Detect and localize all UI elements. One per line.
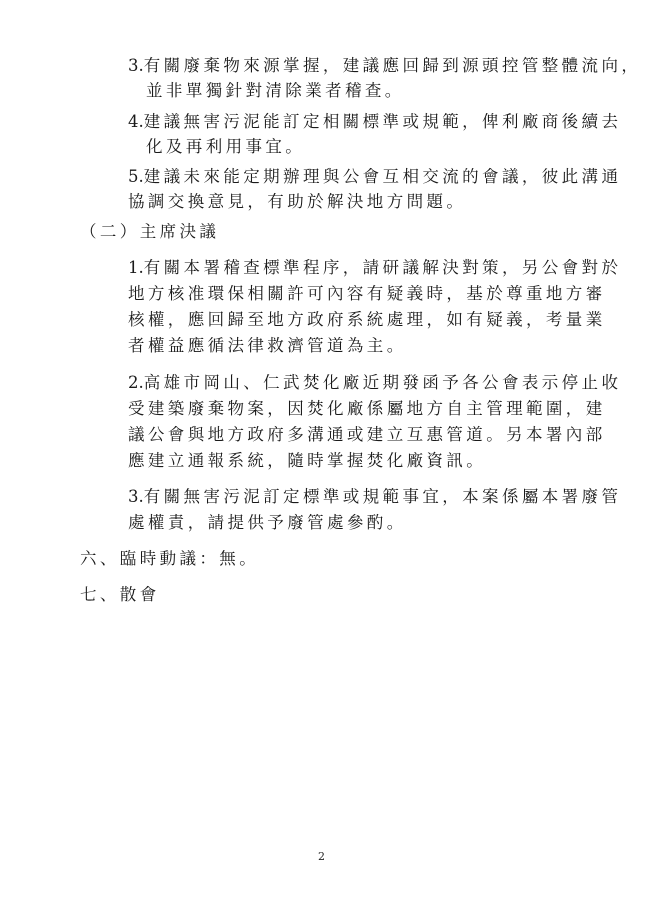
list-item-number: 3. xyxy=(128,56,144,75)
list-item-number: 4. xyxy=(128,112,144,131)
list-item-number: 3. xyxy=(128,487,144,506)
decision-item-2 xyxy=(128,369,621,393)
list-item-text: 化及再利用事宜。 xyxy=(146,137,306,156)
page-number: 2 xyxy=(318,850,325,863)
list-item-text: 有關無害污泥訂定標準或規範事宜，本案係屬本署廢管 xyxy=(143,487,622,506)
list-item-text: 地方核准環保相關許可內容有疑義時，基於尊重地方審 xyxy=(128,284,606,303)
list-item-text: 受建築廢棄物案，因焚化廠係屬地方自主管理範圍，建 xyxy=(128,399,606,418)
list-item-3 xyxy=(128,52,641,76)
list-item-text: 建議無害污泥能訂定相關標準或規範，俾利廠商後續去 xyxy=(143,112,622,131)
list-item-text: 建議未來能定期辦理與公會互相交流的會議，彼此溝通 xyxy=(143,167,622,186)
decision-item-3 xyxy=(128,483,621,507)
list-item-number: 2. xyxy=(128,373,144,392)
list-item-text: 並非單獨針對清除業者稽查。 xyxy=(146,81,405,100)
list-item-text: 高雄市岡山、仁武焚化廠近期發函予各公會表示停止收 xyxy=(143,373,622,392)
list-item-text: 有關本署稽查標準程序，請研議解決對策，另公會對於 xyxy=(143,258,622,277)
list-item-number: 1. xyxy=(128,258,144,277)
list-item-text: 議公會與地方政府多溝通或建立互惠管道。另本署內部 xyxy=(128,425,606,444)
section-7-heading: 七、散會 xyxy=(80,585,160,604)
list-item-text: 者權益應循法律救濟管道為主。 xyxy=(128,336,407,355)
decision-item-1 xyxy=(128,254,621,278)
list-item-4 xyxy=(128,108,621,132)
chair-decisions-heading: （二）主席決議 xyxy=(80,222,220,241)
list-item-text: 處權責，請提供予廢管處參酌。 xyxy=(128,513,407,532)
list-item-5 xyxy=(128,163,621,187)
list-item-text: 核權，應回歸至地方政府系統處理，如有疑義，考量業 xyxy=(128,310,606,329)
list-item-text: 協調交換意見，有助於解決地方問題。 xyxy=(128,192,467,211)
list-item-text: 應建立通報系統，隨時掌握焚化廠資訊。 xyxy=(128,451,487,470)
section-6-heading: 六、臨時動議：無。 xyxy=(80,549,260,568)
list-item-text: 有關廢棄物來源掌握，建議應回歸到源頭控管整體流向， xyxy=(143,56,642,75)
list-item-number: 5. xyxy=(128,167,144,186)
